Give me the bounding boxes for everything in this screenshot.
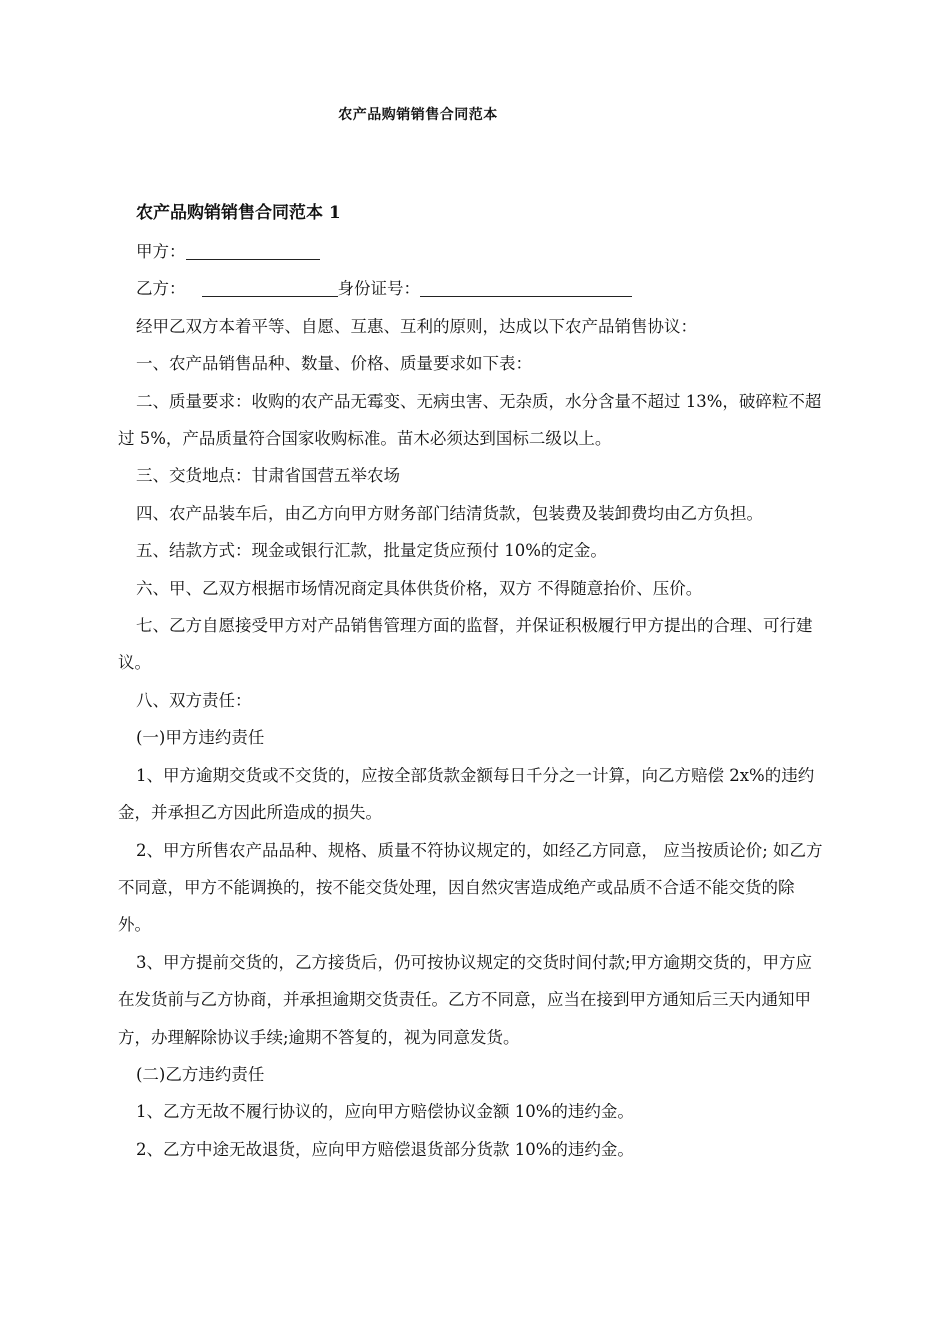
paragraph: 2、甲方所售农产品品种、规格、质量不符协议规定的，如经乙方同意， 应当按质论价; 如乙方不同意，甲方不能调换的，按不能交货处理，因自然灾害造成绝产或品质不合适不能交货的除外。 bbox=[118, 840, 823, 935]
paragraph: 经甲乙双方本着平等、自愿、互惠、互利的原则，达成以下农产品销售协议： bbox=[136, 316, 697, 336]
document-body bbox=[118, 198, 826, 1168]
paragraph: 2、乙方中途无故退货，应向甲方赔偿退货部分货款 10%的违约金。 bbox=[136, 1139, 634, 1159]
party-b-line bbox=[118, 270, 826, 307]
paragraph: (二)乙方违约责任 bbox=[136, 1064, 265, 1084]
paragraph: 3、甲方提前交货的，乙方接货后，仍可按协议规定的交货时间付款;甲方逾期交货的，甲方应在发货前与乙方协商，并承担逾期交货责任。乙方不同意，应当在接到甲方通知后三天内通知甲方，办理解除协议手续;逾期不答复的，视为同意发货。 bbox=[118, 952, 813, 1047]
id-label: 身份证号： bbox=[337, 279, 420, 299]
party-b-label: 乙方： bbox=[136, 279, 186, 299]
paragraph: 四、农产品装车后，由乙方向甲方财务部门结清货款，包装费及装卸费均由乙方负担。 bbox=[136, 503, 763, 523]
paragraph: 一、农产品销售品种、数量、价格、质量要求如下表： bbox=[136, 354, 532, 374]
paragraph: 1、乙方无故不履行协议的，应向甲方赔偿协议金额 10%的违约金。 bbox=[136, 1102, 634, 1122]
document-header-title: 农产品购销销售合同范本 bbox=[338, 107, 498, 123]
paragraph: 六、甲、乙双方根据市场情况商定具体供货价格，双方 不得随意抬价、压价。 bbox=[136, 578, 703, 598]
party-a-line bbox=[118, 233, 826, 270]
paragraph: 1、甲方逾期交货或不交货的，应按全部货款金额每日千分之一计算，向乙方赔偿 2x%的违约金，并承担乙方因此所造成的损失。 bbox=[118, 765, 815, 823]
paragraph: 三、交货地点：甘肃省国营五举农场 bbox=[136, 466, 400, 486]
party-b-blank bbox=[202, 278, 338, 297]
paragraph: 七、乙方自愿接受甲方对产品销售管理方面的监督，并保证积极履行甲方提出的合理、可行建议。 bbox=[118, 616, 813, 673]
paragraph: 五、结款方式：现金或银行汇款，批量定货应预付 10%的定金。 bbox=[136, 541, 607, 561]
paragraph: (一)甲方违约责任 bbox=[136, 728, 265, 748]
id-number-blank bbox=[420, 278, 632, 297]
party-a-label: 甲方： bbox=[136, 242, 186, 261]
party-a-blank bbox=[186, 241, 320, 260]
paragraph: 八、双方责任： bbox=[136, 690, 252, 710]
paragraph: 二、质量要求：收购的农产品无霉变、无病虫害、无杂质，水分含量不超过 13%，破碎粒不超过 5%，产品质量符合国家收购标准。苗木必须达到国标二级以上。 bbox=[118, 391, 822, 449]
section-title: 农产品购销销售合同范本 1 bbox=[136, 203, 341, 223]
